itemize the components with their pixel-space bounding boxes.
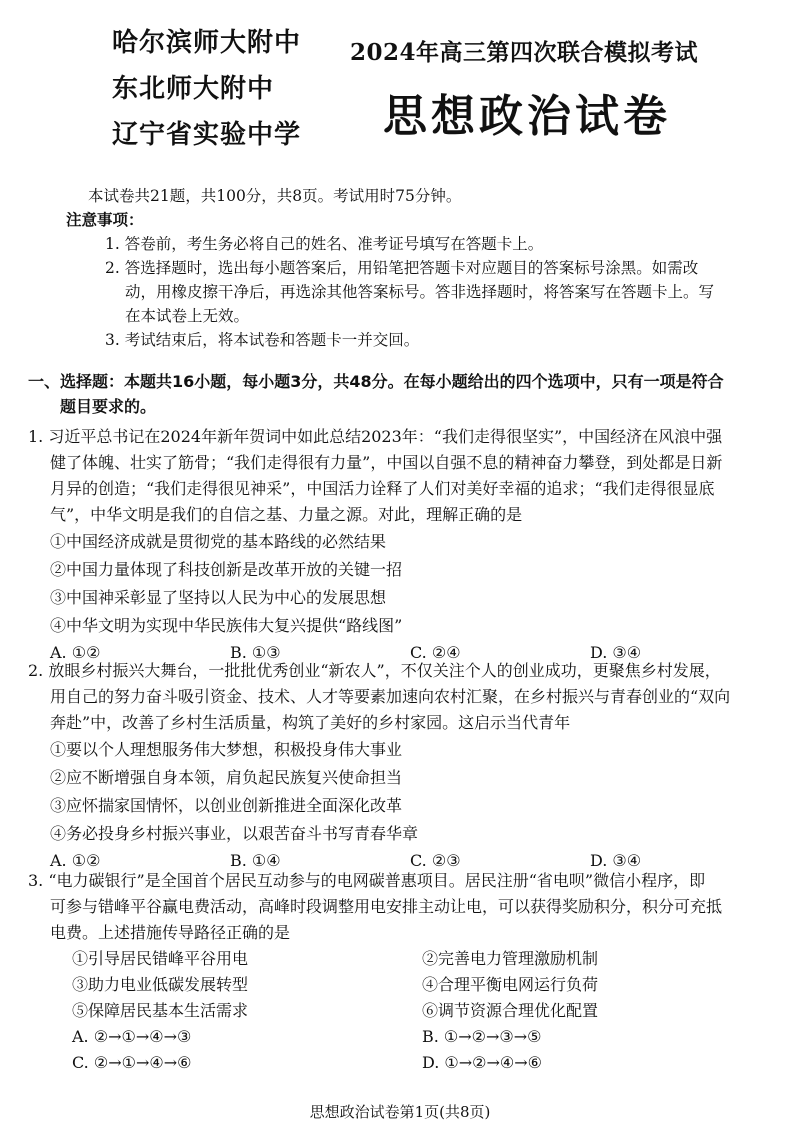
question-statement: ①引导居民错峰平谷用电 xyxy=(72,949,249,968)
question-statement: ⑤保障居民基本生活需求 xyxy=(72,1001,249,1020)
notice-text: 3. 考试结束后，将本试卷和答题卡一并交回。 xyxy=(105,331,420,349)
exam-info: 本试卷共21题，共100分，共8页。考试用时75分钟。 xyxy=(88,187,462,205)
answer-option: C. ②④ xyxy=(410,643,461,662)
question-statement: ③助力电业低碳发展转型 xyxy=(72,975,249,994)
notice-item xyxy=(105,256,795,328)
question-stem: 用自己的努力奋斗吸引资金、技术、人才等要素加速向农村汇聚，在乡村振兴与青春创业的“双向 xyxy=(50,687,731,706)
school-name: 辽宁省实验中学 xyxy=(112,120,302,150)
school-name: 东北师大附中 xyxy=(112,74,275,104)
option-row xyxy=(50,1024,788,1050)
section-text: 一、选择题：本题共16小题，每小题3分，共48分。在每小题给出的四个选项中，只有一项是符合 xyxy=(28,372,724,391)
question-stem: 1. 习近平总书记在2024年新年贺词中如此总结2023年：“我们走得很坚实”，中国经济在风浪中强 xyxy=(28,427,723,446)
question-statement: ④中华文明为实现中华民族伟大复兴提供“路线图” xyxy=(50,616,403,635)
question-statement: ②中国力量体现了科技创新是改革开放的关键一招 xyxy=(50,560,403,579)
notice-list xyxy=(105,232,795,352)
notice-item xyxy=(105,232,795,256)
question-2 xyxy=(28,658,788,874)
answer-option: A. ①② xyxy=(50,851,101,870)
exam-title: 2024年高三第四次联合模拟考试 xyxy=(350,39,699,66)
question-1 xyxy=(28,424,788,666)
answer-option: A. ①② xyxy=(50,643,101,662)
answer-option: C. ②③ xyxy=(410,851,461,870)
question-statement: ④合理平衡电网运行负荷 xyxy=(422,975,599,994)
question-statement: ⑥调节资源合理优化配置 xyxy=(422,1001,599,1020)
page-footer: 思想政治试卷第1页(共8页) xyxy=(309,1103,491,1121)
answer-option: D. ①→②→④→⑥ xyxy=(422,1053,543,1072)
answer-option: C. ②→①→④→⑥ xyxy=(72,1053,192,1072)
question-stem: 健了体魄、壮实了筋骨；“我们走得很有力量”，中国以自强不息的精神奋力攀登，到处都是日新 xyxy=(50,453,723,472)
notice-text: 1. 答卷前，考生务必将自己的姓名、准考证号填写在答题卡上。 xyxy=(105,235,544,253)
answer-option: D. ③④ xyxy=(590,851,642,870)
question-stem: 奔赴”中，改善了乡村生活质量，构筑了美好的乡村家园。这启示当代青年 xyxy=(50,713,571,732)
answer-option: A. ②→①→④→③ xyxy=(72,1027,192,1046)
notice-text: 动，用橡皮擦干净后，再选涂其他答案标号。答非选择题时，将答案写在答题卡上。写 xyxy=(125,283,715,301)
question-statement: ①中国经济成就是贯彻党的基本路线的必然结果 xyxy=(50,532,387,551)
statement-row xyxy=(50,946,788,972)
notice-item xyxy=(105,328,795,352)
question-stem: 月异的创造；“我们走得很见神采”，中国活力诠释了人们对美好幸福的追求；“我们走得很显底 xyxy=(50,479,715,498)
question-stem: 电费。上述措施传导路径正确的是 xyxy=(50,923,291,942)
question-stem: 3. “电力碳银行”是全国首个居民互动参与的电网碳普惠项目。居民注册“省电呗”微信小程序，即 xyxy=(28,871,706,890)
section-text: 题目要求的。 xyxy=(60,397,157,416)
statement-row xyxy=(50,998,788,1024)
question-statement: ②应不断增强自身本领，肩负起民族复兴使命担当 xyxy=(50,768,403,787)
notice-text: 在本试卷上无效。 xyxy=(125,307,250,325)
answer-option: D. ③④ xyxy=(590,643,642,662)
question-statement: ③中国神采彰显了坚持以人民为中心的发展思想 xyxy=(50,588,387,607)
question-statements xyxy=(28,946,788,1076)
question-statement: ④务必投身乡村振兴事业，以艰苦奋斗书写青春华章 xyxy=(50,824,419,843)
question-stem: 可参与错峰平谷赢电费活动，高峰时段调整用电安排主动让电，可以获得奖励积分，积分可充抵 xyxy=(50,897,723,916)
option-row xyxy=(50,1050,788,1076)
question-stem: 2. 放眼乡村振兴大舞台，一批批优秀创业“新农人”，不仅关注个人的创业成功，更聚焦乡村发展， xyxy=(28,661,721,680)
answer-option: B. ①③ xyxy=(230,643,281,662)
school-name: 哈尔滨师大附中 xyxy=(112,28,302,58)
question-statement: ②完善电力管理激励机制 xyxy=(422,949,599,968)
section-heading xyxy=(28,369,788,419)
answer-option: B. ①④ xyxy=(230,851,281,870)
question-stem: 气”，中华文明是我们的自信之基、力量之源。对此，理解正确的是 xyxy=(50,505,523,524)
notice-text: 2. 答选择题时，选出每小题答案后，用铅笔把答题卡对应题目的答案标号涂黑。如需改 xyxy=(105,259,699,277)
answer-option: B. ①→②→③→⑤ xyxy=(422,1027,542,1046)
question-3 xyxy=(28,868,788,1076)
question-statement: ③应怀揣家国情怀，以创业创新推进全面深化改革 xyxy=(50,796,403,815)
statement-row xyxy=(50,972,788,998)
subject-title: 思想政治试卷 xyxy=(383,91,671,142)
notice-heading: 注意事项： xyxy=(66,211,144,229)
school-list xyxy=(112,20,322,158)
question-statement: ①要以个人理想服务伟大梦想，积极投身伟大事业 xyxy=(50,740,403,759)
